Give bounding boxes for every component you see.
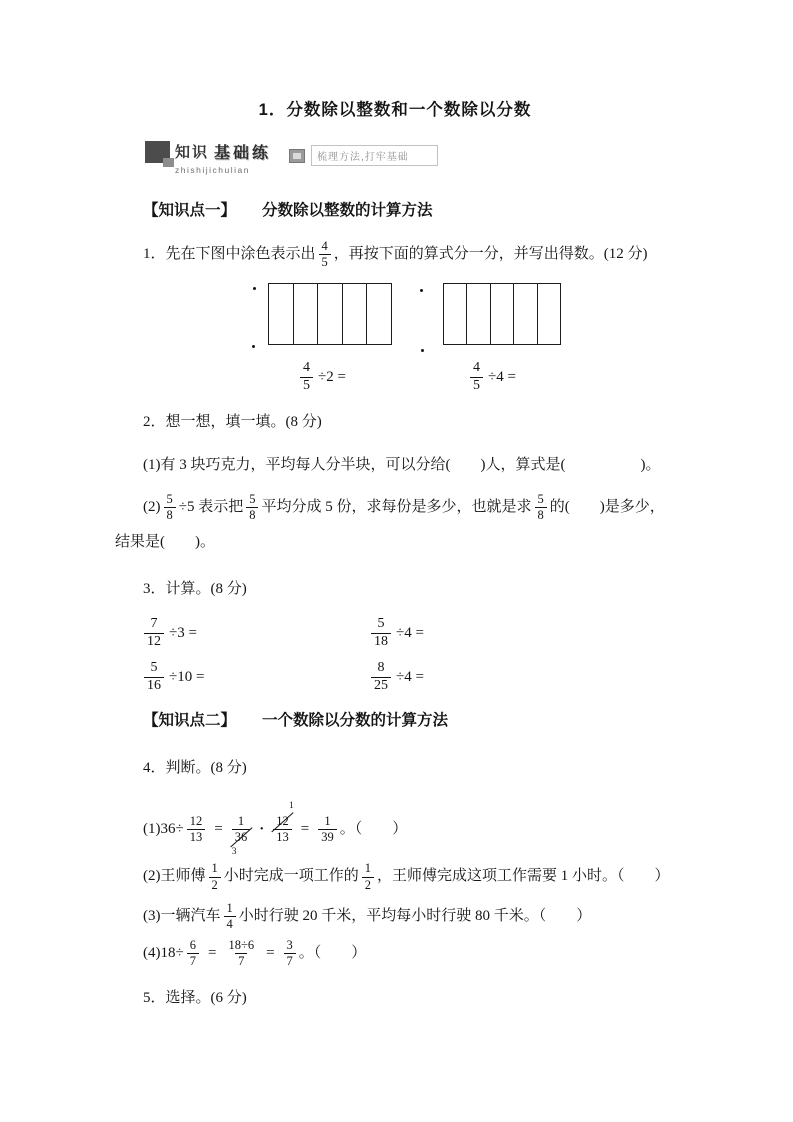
text-segment: 小时行驶 20 千米，平均每小时行驶 80 千米。（ ）	[238, 907, 592, 924]
knowledge-point-1	[143, 198, 675, 220]
fraction-numerator: 1	[211, 861, 218, 876]
question-5-title: 5．选择。(6 分)	[143, 990, 247, 1007]
calc-row-2	[141, 661, 675, 693]
fraction	[225, 939, 257, 968]
fraction-numerator: 1	[237, 814, 245, 829]
book-icon	[289, 149, 305, 163]
knowledge-point-2-title: 一个数除以分数的计算方法	[262, 711, 449, 729]
fraction-numerator: 5	[166, 491, 173, 506]
fraction	[187, 815, 206, 844]
knowledge-point-2	[143, 708, 675, 730]
fraction	[246, 493, 258, 522]
cancellation-digit: 3	[231, 846, 237, 857]
fraction-cancelled-numerator	[273, 801, 294, 845]
fraction-denominator: 13	[187, 829, 206, 844]
text-segment: (2)王师傅	[143, 868, 206, 885]
fraction-numerator: 7	[150, 615, 158, 631]
fraction	[209, 862, 221, 891]
judgment-blank: 。（ ）	[298, 944, 367, 961]
logo-pinyin: zhishijichulian	[175, 165, 250, 175]
fraction-denominator: 7	[284, 953, 296, 968]
operator-text: ÷4 =	[396, 624, 424, 641]
figure-dot	[253, 287, 256, 290]
logo-line	[145, 140, 271, 163]
fraction-numerator: 5	[249, 491, 256, 506]
grid-cell	[491, 284, 514, 344]
question-1-prefix: 1．先在下图中涂色表示出	[143, 246, 316, 263]
text-segment: (1)36÷	[143, 821, 184, 838]
fraction-denominator: 5	[300, 377, 313, 394]
knowledge-point-1-label: 【知识点一】	[143, 202, 237, 219]
calc-expression-1	[141, 617, 368, 649]
fraction-numerator: 1	[364, 861, 372, 876]
fraction	[187, 939, 199, 968]
fraction	[144, 661, 164, 693]
question-4-title: 4．判断。(8 分)	[143, 759, 247, 776]
operator-text: ÷4 =	[488, 368, 516, 385]
fraction-denominator: 2	[362, 877, 374, 892]
fraction-numerator: 4	[303, 360, 310, 376]
grid-cell	[538, 284, 560, 344]
grid-cell	[343, 284, 368, 344]
fraction-numerator: 6	[189, 937, 196, 952]
operator-text: ÷4 =	[396, 668, 424, 685]
expression-1	[297, 361, 467, 393]
question-2-item-2-continuation: 结果是( )。	[115, 533, 215, 550]
fraction-numerator: 8	[377, 660, 385, 676]
fraction	[362, 862, 374, 891]
fraction-denominator: 25	[371, 677, 391, 694]
fraction	[224, 902, 236, 931]
text-segment: ，王师傅完成这项工作需要 1 小时。（ ）	[377, 868, 670, 885]
grid-cell	[294, 284, 319, 344]
calc-expression-3	[141, 661, 368, 693]
fraction-denominator: 8	[535, 507, 547, 522]
logo-text-jichulian: 基础练	[214, 145, 272, 162]
text-segment: 的( )是多少，	[549, 498, 665, 515]
tagline-text: 梳理方法,打牢基础	[311, 145, 438, 166]
fraction	[371, 617, 391, 649]
figure-dot	[421, 349, 424, 352]
fraction-denominator: 7	[187, 953, 199, 968]
judgment-blank: 。（ ）	[339, 821, 408, 838]
grid-cell	[367, 284, 391, 344]
logo	[145, 140, 271, 175]
fraction-denominator: 8	[164, 507, 176, 522]
text-segment: 平均分成 5 份，求每份是多少，也就是求	[261, 498, 532, 515]
operator-text: ÷2 =	[318, 368, 346, 385]
fraction-numerator: 3	[286, 937, 293, 952]
fraction-denominator: 7	[235, 953, 247, 968]
judgment-item-3	[143, 902, 675, 931]
fraction-numerator: 4	[321, 239, 328, 253]
calc-row-1	[141, 617, 675, 649]
operator-text: ÷3 =	[169, 624, 197, 641]
fraction-denominator: 8	[246, 507, 258, 522]
fraction-denominator: 13	[273, 829, 292, 844]
multiplication-dot: ·	[259, 821, 265, 838]
fraction-denominator: 4	[224, 916, 236, 931]
fraction-numerator-crossed: 12	[273, 815, 292, 829]
fraction	[300, 361, 313, 393]
fraction	[470, 361, 483, 393]
fraction-denominator: 18	[371, 633, 391, 650]
grid-cell	[444, 284, 467, 344]
knowledge-point-2-label: 【知识点二】	[143, 711, 237, 729]
judgment-item-1	[143, 801, 675, 857]
logo-text-zhishi: 知识	[175, 144, 210, 161]
cancellation-digit: 1	[288, 801, 294, 812]
fraction-numerator: 5	[150, 660, 158, 676]
brand-header	[145, 140, 675, 182]
fraction	[164, 493, 176, 522]
equals-sign: =	[300, 821, 310, 838]
question-1-expressions	[297, 361, 675, 393]
operator-text: ÷10 =	[169, 668, 205, 685]
text-segment: ÷5 表示把	[178, 498, 244, 515]
equals-sign: =	[266, 944, 275, 961]
fraction-numerator: 5	[377, 615, 385, 631]
fraction-grid-1	[268, 283, 392, 345]
equals-sign: =	[214, 821, 223, 838]
fraction-denominator: 39	[318, 829, 337, 844]
fraction-numerator: 1	[324, 814, 331, 829]
judgment-item-2	[143, 862, 675, 891]
fraction-denominator: 5	[470, 377, 483, 394]
fraction-denominator: 2	[209, 877, 221, 892]
fraction	[319, 240, 331, 269]
fraction-denominator-crossed: 36	[232, 829, 251, 844]
fraction	[535, 493, 547, 522]
tagline-box	[289, 145, 438, 166]
fraction-grid-2	[443, 283, 561, 345]
fraction-numerator: 4	[473, 360, 480, 376]
fraction-denominator: 12	[144, 633, 164, 650]
figure-dot	[420, 289, 423, 292]
question-1-suffix: ，再按下面的算式分一分，并写出得数。(12 分)	[333, 246, 648, 263]
calc-expression-2	[368, 617, 424, 649]
fraction	[284, 939, 296, 968]
grid-cell	[318, 284, 343, 344]
question-1	[143, 240, 675, 269]
fraction-denominator: 16	[144, 677, 164, 694]
text-segment: (3)一辆汽车	[143, 907, 221, 924]
grid-cell	[514, 284, 537, 344]
text-segment: 小时完成一项工作的	[223, 868, 359, 885]
fraction-numerator: 18÷6	[228, 937, 255, 952]
grid-cell	[467, 284, 490, 344]
fraction-denominator: 5	[319, 254, 331, 269]
question-2-item-2	[143, 493, 675, 522]
page-title: 1．分数除以整数和一个数除以分数	[258, 101, 532, 119]
fraction-numerator: 1	[226, 900, 233, 915]
fraction-numerator: 12	[189, 814, 203, 829]
figure-dot	[252, 345, 255, 348]
grid-cell	[269, 284, 294, 344]
fraction	[371, 661, 391, 693]
fraction-grids-figure	[268, 283, 675, 349]
question-2-item-1: (1)有 3 块巧克力，平均每人分半块，可以分给( )人，算式是( )。	[143, 457, 661, 474]
fraction	[144, 617, 164, 649]
question-3-title: 3．计算。(8 分)	[143, 581, 247, 598]
text-segment: (2)	[143, 498, 161, 515]
knowledge-point-1-title: 分数除以整数的计算方法	[262, 202, 433, 219]
calc-expression-4	[368, 661, 424, 693]
text-segment: (4)18÷	[143, 944, 184, 961]
equals-sign: =	[207, 944, 217, 961]
question-2-title: 2．想一想，填一填。(8 分)	[143, 413, 322, 430]
expression-2	[467, 361, 516, 393]
fraction	[318, 815, 337, 844]
logo-mark-icon	[145, 141, 170, 163]
fraction-numerator: 5	[537, 491, 544, 506]
judgment-item-4	[143, 939, 675, 968]
fraction-cancelled-denominator	[231, 814, 251, 857]
